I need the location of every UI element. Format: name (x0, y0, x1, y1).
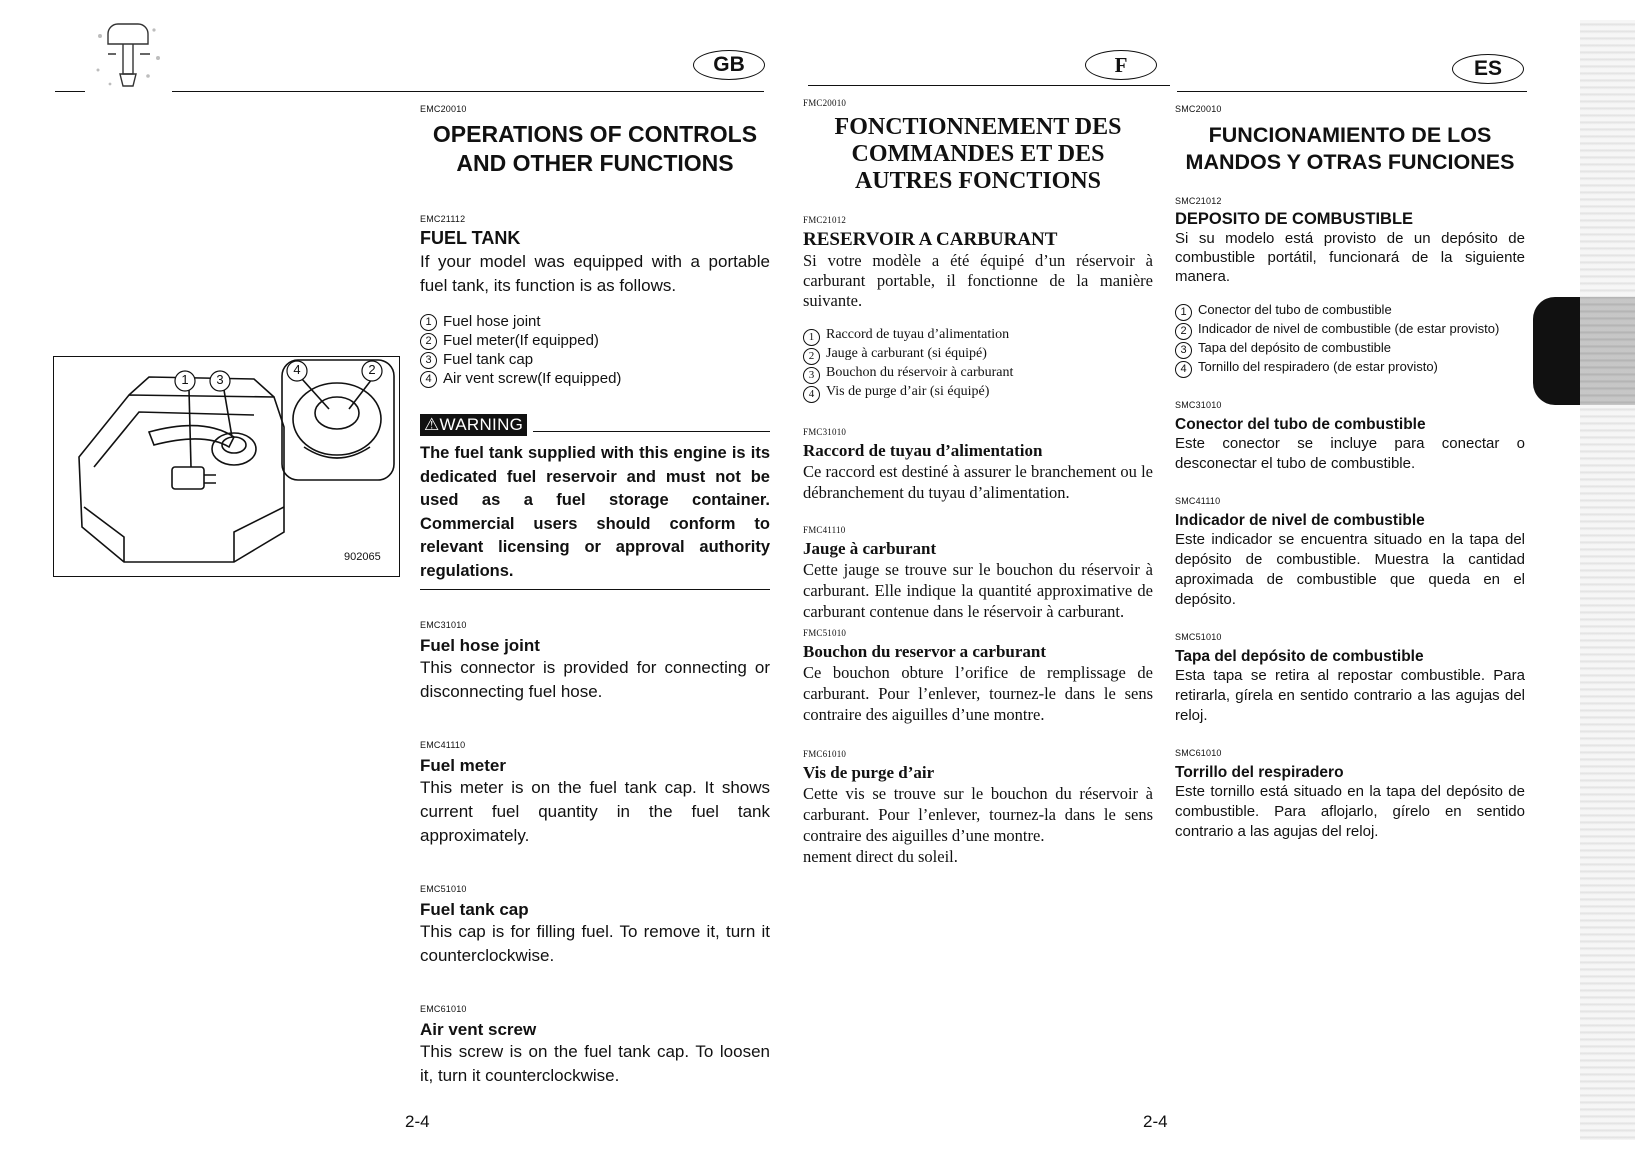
legend-item: 1 Conector del tubo de combustible (1175, 302, 1525, 321)
outboard-motor-logo-icon (88, 14, 170, 92)
warning-bottom-rule (420, 589, 770, 590)
es-column (1175, 104, 1525, 842)
legend-item: 4 Tornillo del respiradero (de estar provisto) (1175, 359, 1525, 378)
fr-vent-text: Cette vis se trouve sur le bouchon du réservoir à carburant. Pour l’enlever, tournez-la dans le sens contraire des aiguilles d’une montre. (803, 784, 1153, 845)
fr-tank-heading: RESERVOIR A CARBURANT (803, 229, 1058, 250)
fr-cap-text: Ce bouchon obture l’orifice de remplissage de carburant. Pour l’enlever, tournez-le dans le sens contraire des aiguilles d’une montre. (803, 663, 1153, 724)
gb-hose-text: This connector is provided for connecting or disconnecting fuel hose. (420, 658, 770, 701)
fr-vent-extra: nement direct du soleil. (803, 847, 958, 866)
fr-tank-text: Si votre modèle a été équipé d’un réservoir à carburant portable, il fonctionne de la manière suivante. (803, 251, 1153, 310)
gb-cap-code: EMC51010 (420, 884, 467, 894)
legend-item: 2 Indicador de nivel de combustible (de estar provisto) (1175, 321, 1525, 340)
fr-meter-code: FMC41110 (803, 525, 846, 535)
fr-hose-code: FMC31010 (803, 427, 847, 437)
header-rule-left (55, 91, 85, 92)
gb-fuel-tank-heading: FUEL TANK (420, 228, 521, 248)
fr-meter-heading: Jauge à carburant (803, 539, 937, 558)
gb-hose-code: EMC31010 (420, 620, 467, 630)
fr-title-line2: COMMANDES ET DES (851, 141, 1105, 167)
es-vent-text: Este tornillo está situado en la tapa del depósito de combustible. Para aflojarlo, gírelo en sentido contrario a las agujas del reloj. (1175, 783, 1525, 840)
gb-warning-header (420, 414, 770, 436)
warning-label: ⚠WARNING (420, 414, 527, 436)
gb-page-number: 2-4 (405, 1112, 430, 1131)
es-section-code: SMC20010 (1175, 104, 1222, 114)
legend-item: 2 Fuel meter(If equipped) (420, 331, 770, 350)
es-title-line2: MANDOS Y OTRAS FUNCIONES (1185, 150, 1515, 174)
warning-rule (533, 431, 770, 432)
callout-4: 4 (293, 362, 301, 377)
gb-meter-heading: Fuel meter (420, 756, 506, 775)
gb-hose-heading: Fuel hose joint (420, 636, 540, 655)
fr-title (803, 114, 1153, 195)
gb-title-line1: OPERATIONS OF CONTROLS (432, 121, 758, 147)
gb-vent-heading: Air vent screw (420, 1020, 537, 1039)
es-cap-code: SMC51010 (1175, 632, 1222, 642)
es-legend (1175, 302, 1525, 378)
figure-id: 902065 (344, 551, 381, 563)
fr-section-code: FMC20010 (803, 98, 847, 108)
gb-fuel-tank-code: EMC21112 (420, 214, 466, 224)
es-title (1175, 122, 1525, 176)
badge-es: ES (1452, 54, 1524, 84)
gb-meter-code: EMC41110 (420, 740, 466, 750)
gb-legend (420, 312, 770, 388)
fr-meter-text: Cette jauge se trouve sur le bouchon du réservoir à carburant. Elle indique la quantité approximative de carburant contenue dans le réservoir à carburant. (803, 560, 1153, 621)
callout-2: 2 (368, 362, 376, 377)
legend-item: 4 Air vent screw(If equipped) (420, 369, 770, 388)
badge-f: F (1085, 50, 1157, 80)
callout-1: 1 (181, 372, 189, 387)
es-cap-heading: Tapa del depósito de combustible (1175, 648, 1424, 665)
gb-section-code: EMC20010 (420, 104, 467, 114)
gb-meter-text: This meter is on the fuel tank cap. It shows current fuel quantity in the fuel tank approximately. (420, 778, 770, 845)
es-title-line1: FUNCIONAMIENTO DE LOS (1208, 123, 1492, 147)
legend-item: 3 Bouchon du réservoir à carburant (803, 365, 1153, 384)
fr-column (803, 98, 1153, 867)
es-hose-code: SMC31010 (1175, 400, 1222, 410)
gb-title (420, 120, 770, 178)
es-tank-code: SMC21012 (1175, 196, 1222, 206)
fr-vent-code: FMC61010 (803, 749, 847, 759)
fr-cap-heading: Bouchon du reservor a carburant (803, 642, 1047, 661)
gb-cap-heading: Fuel tank cap (420, 900, 529, 919)
gb-title-line2: AND OTHER FUNCTIONS (456, 150, 734, 176)
es-tank-heading: DEPOSITO DE COMBUSTIBLE (1175, 210, 1414, 228)
scan-edge-texture (1580, 20, 1635, 1140)
header-rule-es (1177, 91, 1527, 92)
fr-hose-text: Ce raccord est destiné à assurer le branchement ou le débranchement du tuyau d’alimentation. (803, 462, 1153, 502)
es-meter-text: Este indicador se encuentra situado en la tapa del depósito de combustible. Muestra la cantidad aproximada de combustible que queda en el depósito. (1175, 531, 1525, 608)
fuel-tank-figure (53, 356, 400, 577)
callout-3: 3 (216, 372, 224, 387)
legend-item: 3 Tapa del depósito de combustible (1175, 340, 1525, 359)
es-tank-text: Si su modelo está provisto de un depósito de combustible portátil, funcionará de la siguiente manera. (1175, 230, 1525, 285)
badge-gb: GB (693, 50, 765, 80)
es-hose-heading: Conector del tubo de combustible (1175, 416, 1426, 433)
fr-hose-heading: Raccord de tuyau d’alimentation (803, 441, 1043, 460)
gb-warning-text: The fuel tank supplied with this engine is its dedicated fuel reservoir and must not be used as a fuel storage container. Commercial users should conform to relevant licensing or approval authority regulations. (420, 444, 770, 580)
legend-item: 1 Fuel hose joint (420, 312, 770, 331)
es-hose-text: Este conector se incluye para conectar o desconectar el tubo de combustible. (1175, 435, 1525, 472)
fr-title-line3: AUTRES FONCTIONS (854, 168, 1102, 194)
header-rule-gb (172, 91, 764, 92)
fr-tank-code: FMC21012 (803, 215, 847, 225)
fr-title-line1: FONCTIONNEMENT DES (834, 114, 1122, 140)
fr-vent-heading: Vis de purge d’air (803, 763, 935, 782)
legend-item: 3 Fuel tank cap (420, 350, 770, 369)
gb-fuel-tank-text: If your model was equipped with a portable fuel tank, its function is as follows. (420, 252, 770, 295)
fuel-tank-drawing-icon (54, 357, 399, 576)
gb-column (420, 104, 770, 1088)
es-vent-code: SMC61010 (1175, 748, 1222, 758)
legend-item: 4 Vis de purge d’air (si équipé) (803, 384, 1153, 403)
legend-item: 2 Jauge à carburant (si équipé) (803, 346, 1153, 365)
gb-vent-code: EMC61010 (420, 1004, 467, 1014)
header-rule-f (808, 85, 1170, 86)
fr-legend (803, 327, 1153, 403)
fr-cap-code: FMC51010 (803, 628, 847, 638)
es-vent-heading: Torrillo del respiradero (1175, 764, 1344, 781)
gb-vent-text: This screw is on the fuel tank cap. To loosen it, turn it counterclockwise. (420, 1042, 770, 1085)
legend-item: 1 Raccord de tuyau d’alimentation (803, 327, 1153, 346)
gb-cap-text: This cap is for filling fuel. To remove it, turn it counterclockwise. (420, 922, 770, 965)
es-meter-heading: Indicador de nivel de combustible (1175, 512, 1425, 529)
es-meter-code: SMC41110 (1175, 496, 1221, 506)
fr-page-number: 2-4 (1143, 1112, 1168, 1131)
es-cap-text: Esta tapa se retira al repostar combustible. Para retirarla, gírela en sentido contrario a las agujas del reloj. (1175, 667, 1525, 724)
